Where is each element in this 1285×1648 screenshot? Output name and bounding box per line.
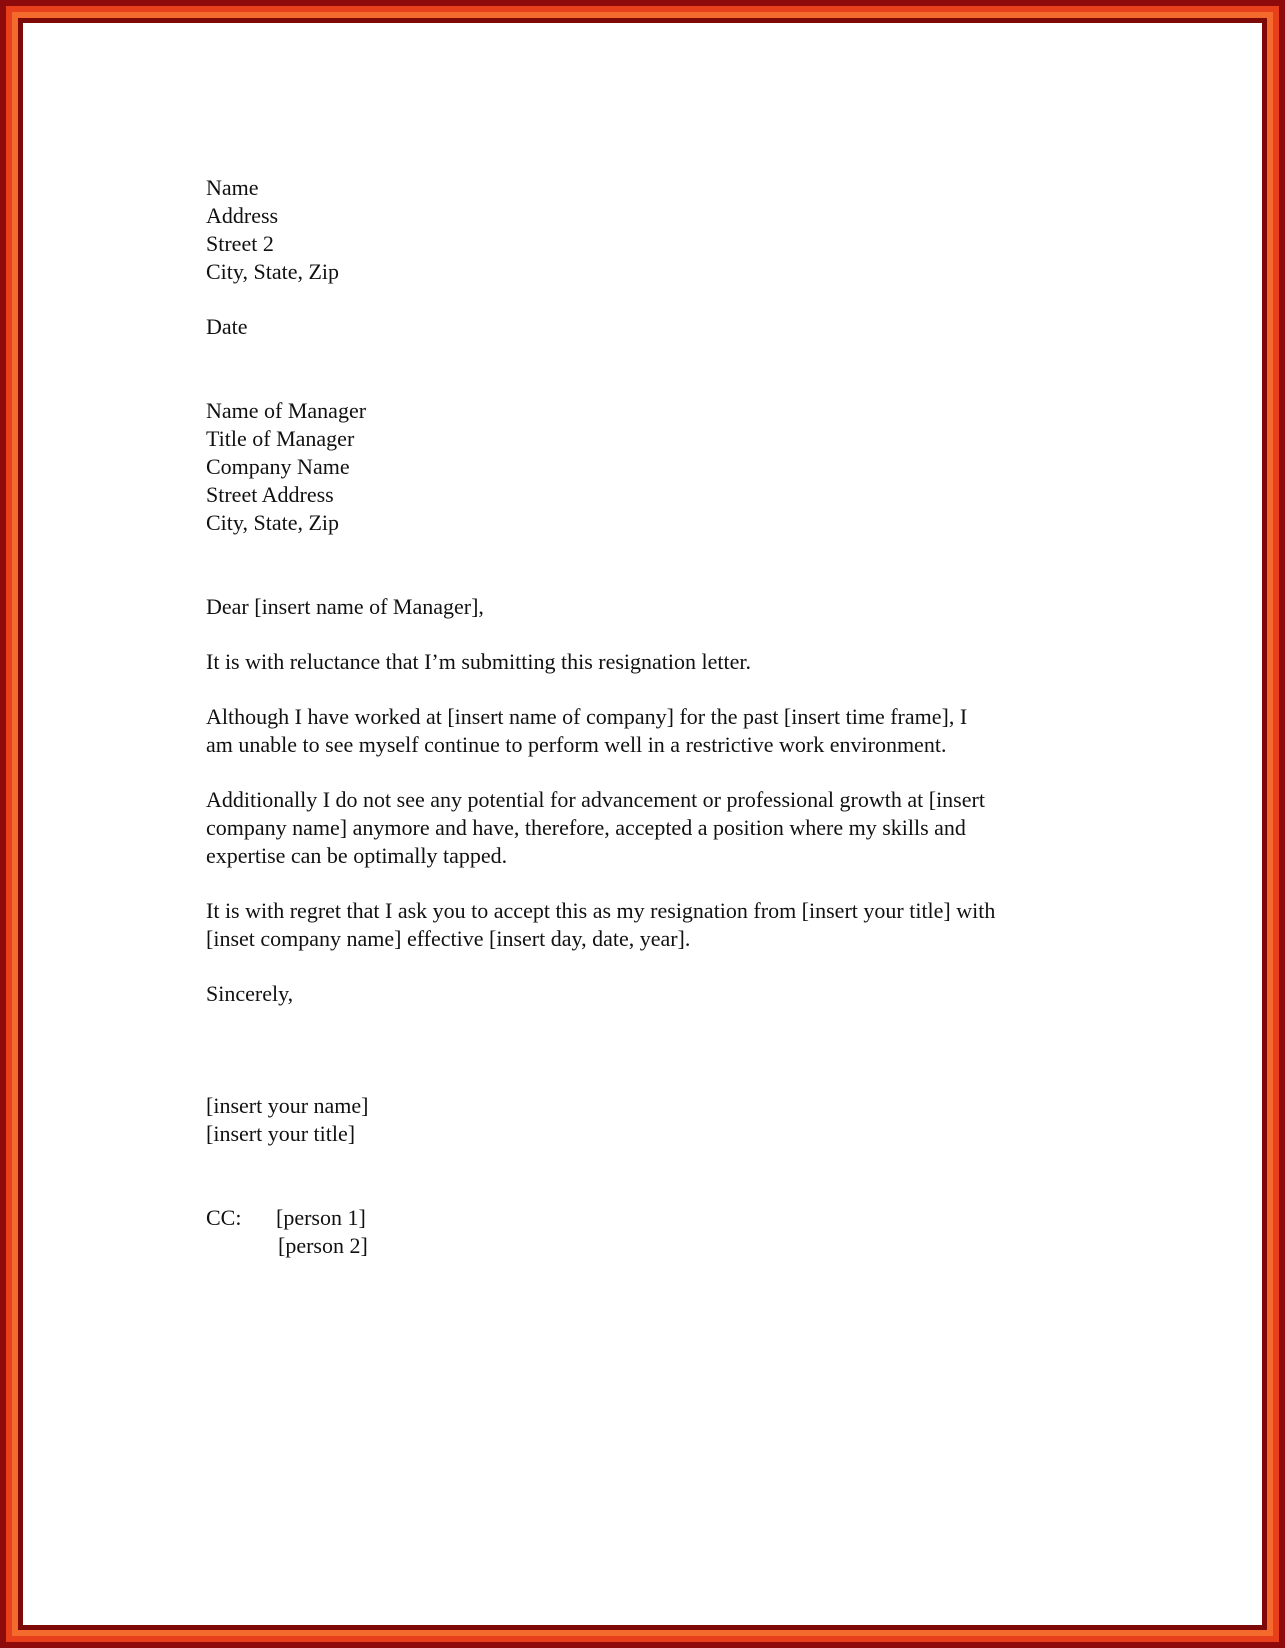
- sender-name: Name: [206, 175, 259, 200]
- signature-block: [206, 1092, 1086, 1148]
- recipient-street: Street Address: [206, 482, 334, 507]
- body-paragraph-4-line-1: It is with regret that I ask you to accept this as my resignation from [insert your title] with: [206, 898, 996, 923]
- cc-person-1: [person 1]: [276, 1205, 366, 1230]
- body-paragraph-1: It is with reluctance that I’m submitting this resignation letter.: [206, 649, 751, 674]
- recipient-name: Name of Manager: [206, 398, 367, 423]
- cc-row-1: [206, 1204, 1086, 1232]
- signature-title: [insert your title]: [206, 1121, 356, 1146]
- recipient-block: [206, 397, 1086, 537]
- body-paragraph-3-line-1: Additionally I do not see any potential for advancement or professional growth at [insert: [206, 787, 985, 812]
- body-paragraph-2: [206, 703, 1086, 759]
- signature-name: [insert your name]: [206, 1093, 369, 1118]
- recipient-title: Title of Manager: [206, 426, 355, 451]
- sender-street2: Street 2: [206, 231, 274, 256]
- cc-block: [206, 1204, 1086, 1260]
- closing: Sincerely,: [206, 981, 294, 1006]
- salutation: Dear [insert name of Manager],: [206, 594, 484, 619]
- body-paragraph-3-line-2: company name] anymore and have, therefore, accepted a position where my skills and: [206, 815, 966, 840]
- sender-address: Address: [206, 203, 279, 228]
- letter-document: [206, 174, 1086, 1260]
- body-paragraph-3-line-3: expertise can be optimally tapped.: [206, 843, 508, 868]
- cc-person-2: [person 2]: [278, 1233, 368, 1258]
- sender-city-state-zip: City, State, Zip: [206, 259, 340, 284]
- cc-label: CC:: [206, 1205, 242, 1230]
- body-paragraph-2-line-2: am unable to see myself continue to perform well in a restrictive work environment.: [206, 732, 947, 757]
- body-paragraph-4-line-2: [inset company name] effective [insert day, date, year].: [206, 926, 691, 951]
- body-paragraph-4: [206, 897, 1086, 953]
- body-paragraph-3: [206, 786, 1086, 870]
- recipient-company: Company Name: [206, 454, 350, 479]
- letter-date: Date: [206, 314, 248, 339]
- body-paragraph-2-line-1: Although I have worked at [insert name of company] for the past [insert time frame], I: [206, 704, 968, 729]
- recipient-city-state-zip: City, State, Zip: [206, 510, 340, 535]
- sender-block: [206, 174, 1086, 286]
